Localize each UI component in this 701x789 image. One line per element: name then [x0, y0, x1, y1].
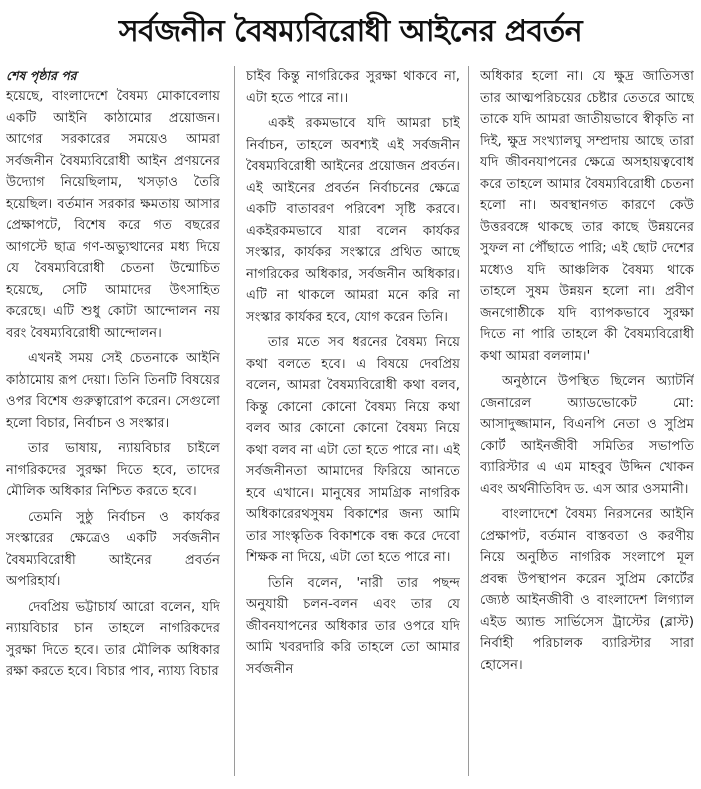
article-column-2: [246, 66, 460, 784]
paragraph: এখনই সময় সেই চেতনাকে আইনি কাঠামোয় রূপ দেয়া। তিনি তিনটি বিষয়ের ওপর বিশেষ গুরুত্বারোপ করেন। সেগুলো হলো বিচার, নির্বাচন ও সংস্কার।: [6, 351, 220, 431]
paragraph: তার মতে সব ধরনের বৈষম্য নিয়ে কথা বলতে হবে। এ বিষয়ে দেবপ্রিয় বলেন, আমরা বৈষম্যবিরোধী কথা বলব, কিন্তু কোনো কোনো বৈষম্য নিয়ে কথা বলব আর কোনো কোনো বৈষম্য নিয়ে কথা বলব না এটা তো হতে পারে না। এই সর্বজনীনতা আমাদের ফিরিয়ে আনতে হবে এখানে। মানুষের সামগ্রিক নাগরিক অধিকারেরথসুষম বিকাশের জন্য আমি তার সাংস্কৃতিক বিকাশকে বন্ধ করে দেবো শিক্ষক না দিয়ে, এটা তো হতে পারে না।: [246, 335, 460, 565]
continued-from-label: শেষ পৃষ্ঠার পর: [6, 68, 77, 83]
paragraph: তিনি বলেন, 'নারী তার পছন্দ অনুযায়ী চলন-বলন এবং তার যে জীবনযাপনের অধিকার তার ওপরে যদি আমি খবরদারি করি তাহলে তো আমার সর্বজনীন: [246, 575, 460, 677]
column-divider: [468, 66, 469, 776]
paragraph: বাংলাদেশে বৈষম্য নিরসনের আইনি প্রেক্ষাপট, বর্তমান বাস্তবতা ও করণীয় নিয়ে অনুষ্ঠিত নাগরিক সংলাপে মূল প্রবন্ধ উপস্থাপন করেন সুপ্রিম কোর্টের জ্যেষ্ঠ আইনজীবী ও বাংলাদেশ লিগ্যাল এইড অ্যান্ড সার্ভিসেস ট্রাস্টের (ব্লাস্ট) নির্বাহী পরিচালক ব্যারিস্টার সারা হোসেন।: [480, 507, 694, 673]
article-headline: সর্বজনীন বৈষম্যবিরোধী আইনের প্রবর্তন: [118, 14, 583, 49]
paragraph: হয়েছে, বাংলাদেশে বৈষম্য মোকাবেলায় একটি আইনি কাঠামোর প্রয়োজন। আগের সরকারের সময়েও আমরা সর্বজনীন বৈষম্যবিরোধী আইন প্রণয়নের উদ্যোগ নিয়েছিলাম, খসড়াও তৈরি হয়েছিল। বর্তমান সরকার ক্ষমতায় আসার প্রেক্ষাপটে, বিশেষ করে গত বছরের আগস্টে ছাত্র গণ-অভ্যুত্থানের মধ্য দিয়ে যে বৈষম্যবিরোধী চেতনা উন্মোচিত হয়েছে, সেটি আমাদের উৎসাহিত করেছে। এটি শুধু কোটা আন্দোলন নয় বরং বৈষম্যবিরোধী আন্দোলন।: [6, 89, 220, 341]
paragraph: অধিকার হলো না। যে ক্ষুদ্র জাতিসত্তা তার আত্মপরিচয়ের চেষ্টার তেতরে আছে তাকে যদি আমরা জাতীয়ভাবে স্বীকৃতি না দিই, ক্ষুদ্র সংখ্যালঘু সম্প্রদায় আছে তারা যদি জীবনযাপনের ক্ষেত্রে অসহায়ত্ববোধ করে তাহলে আমার বৈষম্যবিরোধী চেতনা হলো না। অবস্থানগত কারণে কেউ উত্তরবঙ্গে থাকছে তার কাছে উন্নয়নের সুফল না পৌঁছাতে পারি; এই ছোট দেশের মধ্যেও যদি আঞ্চলিক বৈষম্য থাকে তাহলে সুষম উন্নয়ন হলো না। প্রবীণ জনগোষ্ঠীকে যদি ব্যাপকভাবে সুরক্ষা দিতে না পারি তাহলে কী বৈষম্যবিরোধী কথা আমরা বললাম।': [480, 69, 694, 364]
paragraph: তার ভাষায়, ন্যায়বিচার চাইলে নাগরিকদের সুরক্ষা দিতে হবে, তাদের মৌলিক অধিকার নিশ্চিত করতে হবে।: [6, 441, 220, 499]
paragraph: অনুষ্ঠানে উপস্থিত ছিলেন অ্যাটর্নি জেনারেল অ্যাডভোকেট মো: আসাদুজ্জামান, বিএনপি নেতা ও সুপ্রিম কোর্ট আইনজীবী সমিতির সভাপতি ব্যারিস্টার এ এম মাহবুব উদ্দিন খোকন এবং অর্থনীতিবিদ ড. এস আর ওসমানী।: [480, 374, 694, 497]
paragraph: তেমনি সুষ্ঠু নির্বাচন ও কার্যকর সংস্কারের ক্ষেত্রেও একটি সর্বজনীন বৈষম্যবিরোধী আইনের প্রবর্তন অপরিহার্য।: [6, 509, 220, 589]
paragraph: একই রকমভাবে যদি আমরা চাই নির্বাচন, তাহলে অবশ্যই এই সর্বজনীন বৈষম্যবিরোধী আইনের প্রয়োজন প্রবর্তন। এই আইনের প্রবর্তন নির্বাচনের ক্ষেত্রে একটি বাতাবরণ পরিবেশ সৃষ্টি করবে। একইরকমভাবে যারা বলেন কার্যকর সংস্কার, কার্যকর সংস্কারে প্রথিত আছে নাগরিকের অধিকার, সর্বজনীন অধিকার। এটি না থাকলে আমরা মনে করি না সংস্কার কার্যকর হবে, যোগ করেন তিনি।: [246, 116, 460, 325]
column-divider: [234, 66, 235, 776]
paragraph: দেবপ্রিয় ভট্টাচার্য আরো বলেন, যদি ন্যায়বিচার চান তাহলে নাগরিকদের সুরক্ষা দিতে হবে। তার মৌলিক অধিকার রক্ষা করতে হবে। বিচার পাব, ন্যায্য বিচার: [6, 599, 220, 679]
article-column-1: [6, 66, 220, 784]
article-column-3: [480, 66, 694, 784]
paragraph: চাইব কিন্তু নাগরিকের সুরক্ষা থাকবে না, এটা হতে পারে না।।: [246, 69, 460, 106]
